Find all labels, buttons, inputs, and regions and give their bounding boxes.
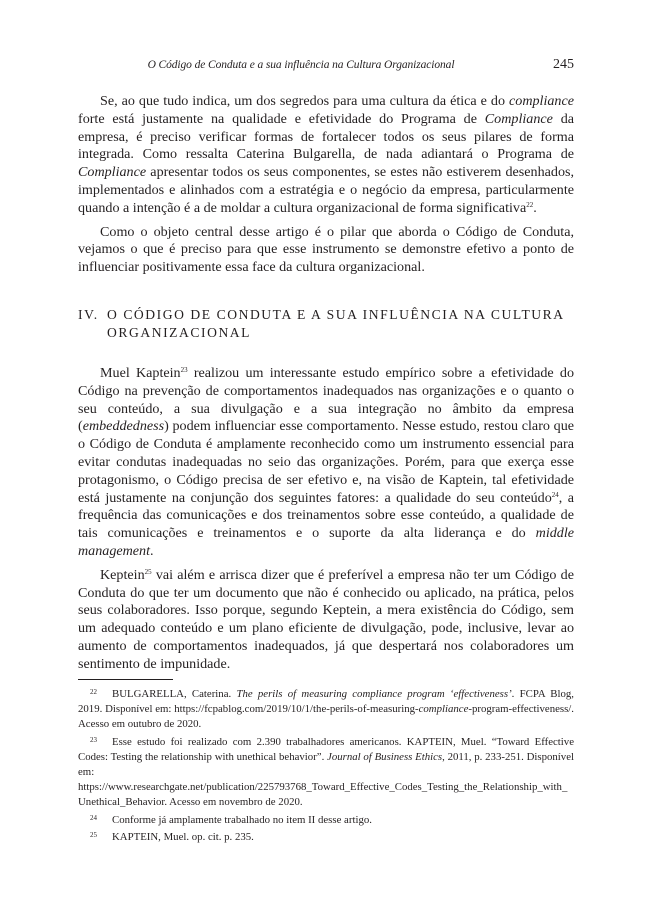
footnote-number: 22 <box>90 688 97 696</box>
footnote-ref-24[interactable]: 24 <box>551 490 559 499</box>
section-heading <box>78 306 574 342</box>
section-number: IV. <box>78 306 99 322</box>
footnote-divider <box>78 679 173 680</box>
footnote-ref-22[interactable]: 22 <box>526 200 534 209</box>
paragraph-1: Se, ao que tudo indica, um dos segredos para uma cultura da ética e do compliance forte está justamente na qualidade e efetividade do Programa de Compliance da empresa, é preciso verificar formas de fortalecer todos os seus pilares de forma integrada. Como ressalta Caterina Bulgarella, de nada adiantará o Programa de Compliance apresentar todos os seus componentes, se estes não estiverem desenhados, implementados e alinhados com a estratégia e o negócio da empresa, particularmente quando a intenção é a de moldar a cultura organizacional de forma significativa$^{22}$. <box>78 93 574 216</box>
footnote-ref-25[interactable]: 25 <box>144 567 152 576</box>
main-text <box>78 93 574 680</box>
running-title: O Código de Conduta e a sua influência na Cultura Organizacional <box>147 59 455 71</box>
footnote-number: 25 <box>90 830 97 839</box>
paragraph-2: Como o objeto central desse artigo é o pilar que aborda o Código de Conduta, vejamos o que é preciso para que esse instrumento se demonstre efetivo a ponto de influenciar positivamente essa face da cultura organizacional. <box>78 223 574 276</box>
footnote-23: 23 Esse estudo foi realizado com 2.390 trabalhadores americanos. KAPTEIN, Muel. “Toward Effective Codes: Testing the relationship with unethical behavior”. Journal of Business Ethics, 2011, p. 233-251. Disponível em: https://www.researchgate.net/publication/225793768_Toward_Effective_Codes_Testing_the_Relationship_with_Unethical_Behavior. Acesso em novembro de 2020. <box>78 733 574 811</box>
section-title: O CÓDIGO DE CONDUTA E A SUA INFLUÊNCIA NA CULTURA ORGANIZACIONAL <box>107 306 564 340</box>
page-number: 245 <box>553 57 574 72</box>
footnote-ref-23[interactable]: 23 <box>180 365 188 374</box>
footnote-number: 23 <box>90 735 97 744</box>
footnote-24: 24 Conforme já amplamente trabalhado no item II desse artigo. <box>78 811 574 828</box>
footnote-number: 24 <box>90 813 97 822</box>
paragraph-4: Keptein$^{25}$ vai além e arrisca dizer que é preferível a empresa não ter um Código de Conduta do que ter um documento que não é conhecido ou aplicado, na prática, pelos seus colaboradores. Isso porque, segundo Keptein, a mera existência do Código, sem um adequado conteúdo e um plano eficiente de divulgação, pode, inclusive, levar ao aumento de comportamentos inadequados, já que despertará nos colaboradores um sentimento de impunidade. <box>78 566 574 672</box>
paragraph-3: Muel Kaptein$^{23}$ realizou um interessante estudo empírico sobre a efetividade do Código na prevenção de comportamentos inadequados nas organizações e o quanto o seu conteúdo, a sua divulgação e a sua integração no âmbito da empresa (embeddedness) podem influenciar esse comportamento. Nesse estudo, restou claro que o Código de Conduta é amplamente reconhecido como um instrumento essencial para evitar condutas inadequadas no seio das organizações. Porém, para que exerça esse protagonismo, o Código precisa de ser efetivo e, na visão de Kaptein, tal efetividade está justamente na conjunção dos seguintes fatores: a qualidade do seu conteúdo$^{24}$, a frequência das comunicações e dos treinamentos sobre esse conteúdo, a qualidade de tais comunicações e treinamentos e o suporte da alta liderança e do middle management. <box>78 364 575 559</box>
footnote-25: 25 KAPTEIN, Muel. op. cit. p. 235. <box>78 828 574 845</box>
footnotes <box>78 685 574 845</box>
footnote-22: 22 BULGARELLA, Caterina. The perils of measuring compliance program ‘effectiveness’. FCPA Blog, 2019. Disponível em: https://fcpablog.com/2019/10/1/the-perils-of-measuring-compliance-program-effectiveness/. Acesso em outubro de 2020. <box>78 685 574 733</box>
running-header <box>78 57 574 75</box>
